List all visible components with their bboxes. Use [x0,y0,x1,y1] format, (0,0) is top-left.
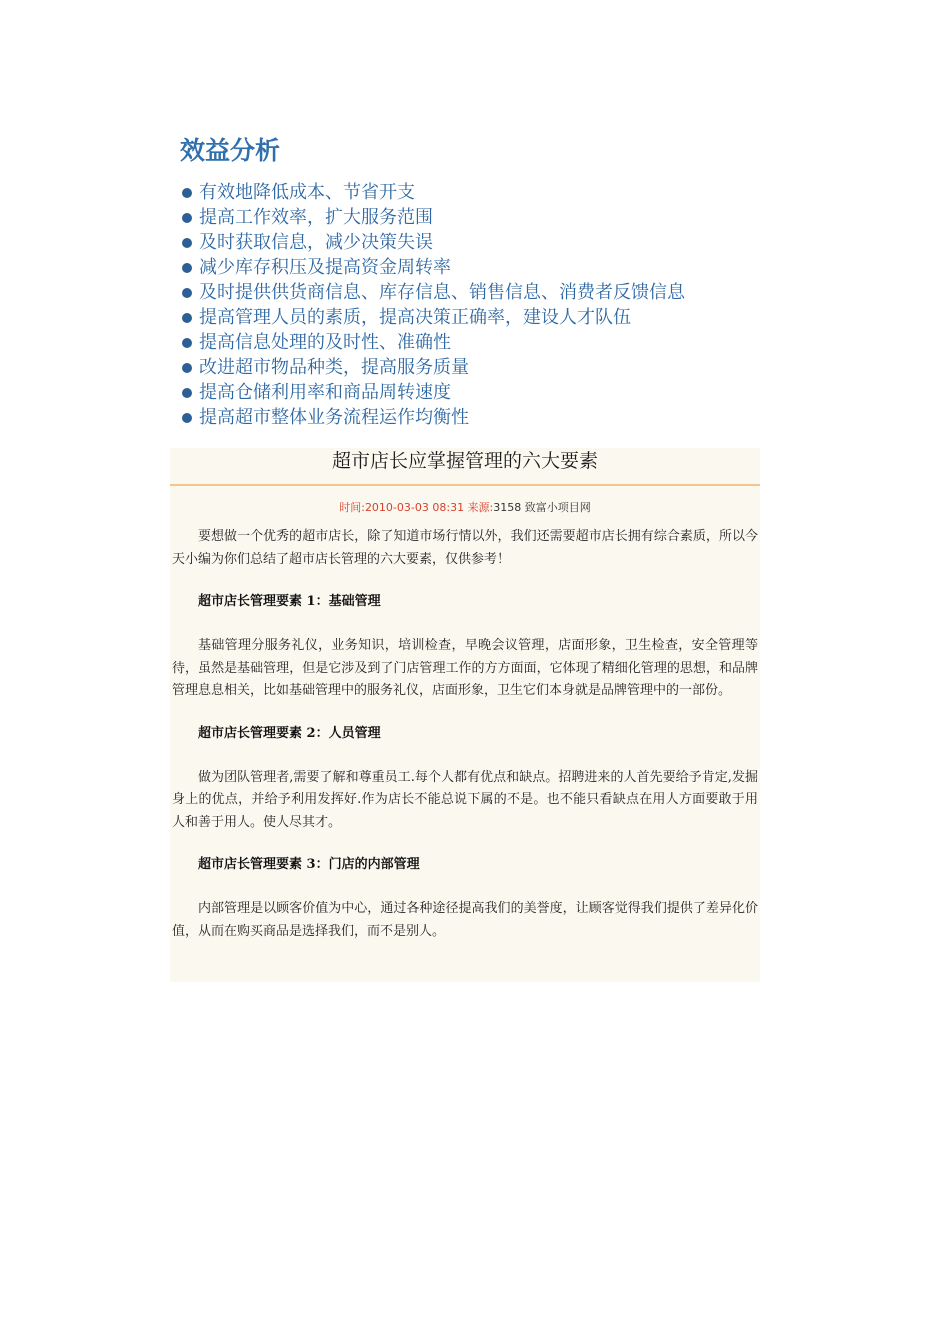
benefit-text: 提高信息处理的及时性、准确性 [199,332,451,353]
benefit-analysis-section [180,134,880,430]
section-heading-staff-management: 超市店长管理要素 2：人员管理 [198,725,381,741]
source-label: 来源: [467,501,494,514]
bullet-icon [182,388,192,398]
time-label: 时间: [339,501,365,514]
benefit-text: 有效地降低成本、节省开支 [199,182,415,203]
list-item [180,230,880,255]
benefit-text: 提高超市整体业务流程运作均衡性 [199,407,469,428]
benefit-text: 减少库存积压及提高资金周转率 [199,257,451,278]
article-title: 超市店长应掌握管理的六大要素 [170,448,760,486]
bullet-icon [182,238,192,248]
list-item [180,280,880,305]
intro-paragraph: 要想做一个优秀的超市店长，除了知道市场行情以外，我们还需要超市店长拥有综合素质，所以今天小编为你们总结了超市店长管理的六大要素，仅供参考！ [172,529,758,567]
benefit-text: 改进超市物品种类，提高服务质量 [199,357,469,378]
list-item [180,180,880,205]
benefit-text: 提高仓储利用率和商品周转速度 [199,382,451,403]
benefit-text: 及时获取信息，减少决策失误 [199,232,433,253]
list-item [180,205,880,230]
list-item [180,355,880,380]
benefit-text: 提高管理人员的素质，提高决策正确率，建设人才队伍 [199,307,631,328]
benefit-analysis-title: 效益分析 [180,136,281,165]
bullet-icon [182,363,192,373]
list-item [180,330,880,355]
benefit-list [180,180,880,430]
bullet-icon [182,288,192,298]
list-item [180,380,880,405]
time-value: 2010-03-03 08:31 [364,501,465,514]
bullet-icon [182,263,192,273]
article-body [170,526,760,943]
bullet-icon [182,188,192,198]
benefit-text: 及时提供供货商信息、库存信息、销售信息、消费者反馈信息 [199,282,685,303]
section-paragraph-staff-management: 做为团队管理者,需要了解和尊重员工.每个人都有优点和缺点。招聘进来的人首先要给予肯定,发掘身上的优点，并给予利用发挥好.作为店长不能总说下属的不是。也不能只看缺点在用人方面要敢于用人和善于用人。使人尽其才。 [172,769,758,830]
list-item [180,405,880,430]
bullet-icon [182,338,192,348]
benefit-text: 提高工作效率，扩大服务范围 [199,207,433,228]
section-heading-internal-management: 超市店长管理要素 3：门店的内部管理 [198,857,420,872]
list-item [180,255,880,280]
bullet-icon [182,313,192,323]
section-heading-basic-management: 超市店长管理要素 1：基础管理 [198,594,381,609]
section-paragraph-basic-management: 基础管理分服务礼仪，业务知识，培训检查，早晚会议管理，店面形象，卫生检查，安全管理等待，虽然是基础管理，但是它涉及到了门店管理工作的方方面面，它体现了精细化管理的思想，和品牌管理息息相关，比如基础管理中的服务礼仪，店面形象，卫生它们本身就是品牌管理中的一部份。 [172,638,758,698]
bullet-icon [182,413,192,423]
bullet-icon [182,213,192,223]
source-value: 3158 致富小项目网 [493,501,591,514]
article-panel [170,448,760,982]
section-paragraph-internal-management: 内部管理是以顾客价值为中心，通过各种途径提高我们的美誉度，让顾客觉得我们提供了差异化价值，从而在购买商品是选择我们，而不是别人。 [172,901,758,939]
article-meta [170,498,760,518]
list-item [180,305,880,330]
